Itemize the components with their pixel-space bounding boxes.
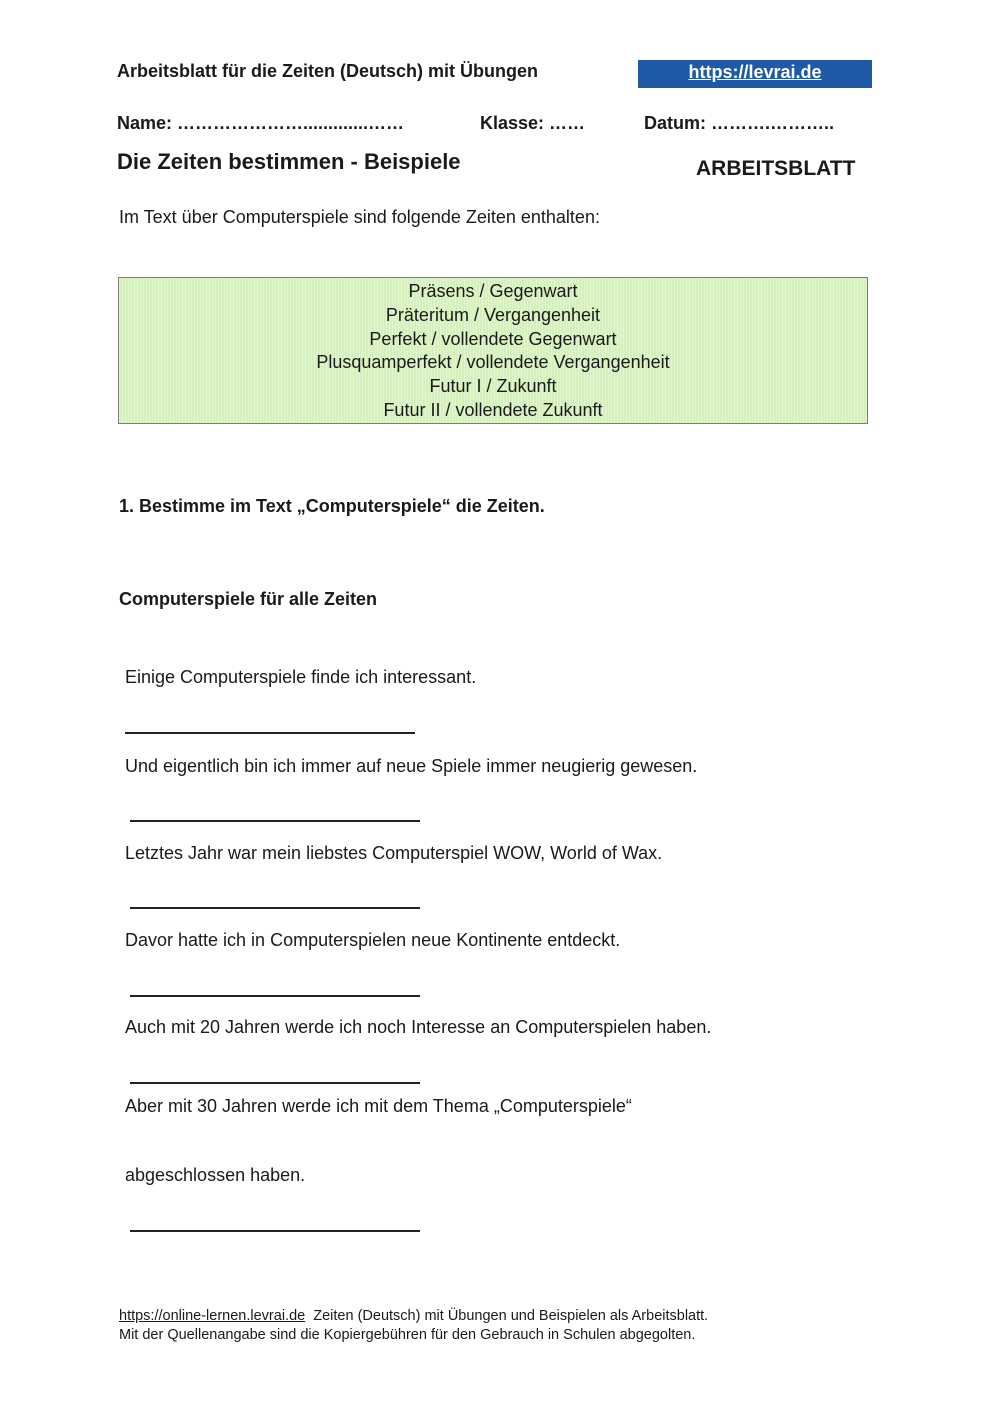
tense-item: Perfekt / vollendete Gegenwart xyxy=(369,328,617,349)
tense-item: Präteritum / Vergangenheit xyxy=(385,304,601,325)
sentence-2: Und eigentlich bin ich immer auf neue Spiele immer neugierig gewesen. xyxy=(125,756,698,776)
sentence-1: Einige Computerspiele finde ich interessant. xyxy=(125,667,477,687)
task-instruction: 1. Bestimme im Text „Computerspiele“ die Zeiten. xyxy=(119,496,545,516)
sentence-6-continued: abgeschlossen haben. xyxy=(125,1165,306,1185)
footer-line2: Mit der Quellenangabe sind die Kopiergebühren für den Gebrauch in Schulen abgegolten. xyxy=(119,1327,696,1343)
sentence-6: Aber mit 30 Jahren werde ich mit dem Thema „Computerspiele“ xyxy=(125,1096,632,1116)
answer-line-4[interactable] xyxy=(130,995,420,997)
tense-list-box xyxy=(118,277,868,424)
name-field: Name: ………………….............…… xyxy=(117,113,405,133)
sentence-3: Letztes Jahr war mein liebstes Computerspiel WOW, World of Wax. xyxy=(125,843,663,863)
worksheet-header-title: Arbeitsblatt für die Zeiten (Deutsch) mit Übungen xyxy=(117,61,539,81)
footer-line1-text: Zeiten (Deutsch) mit Übungen und Beispielen als Arbeitsblatt. xyxy=(305,1308,709,1324)
answer-line-5[interactable] xyxy=(130,1082,420,1084)
answer-line-3[interactable] xyxy=(130,907,420,909)
tense-item: Futur II / vollendete Zukunft xyxy=(383,399,603,420)
website-link[interactable]: https://levrai.de xyxy=(688,62,822,82)
tense-item: Plusquamperfekt / vollendete Vergangenheit xyxy=(316,352,670,373)
section-title: Die Zeiten bestimmen - Beispiele xyxy=(117,149,461,174)
footer-link[interactable]: https://online-lernen.levrai.de xyxy=(119,1308,306,1324)
text-title: Computerspiele für alle Zeiten xyxy=(119,589,378,609)
tense-item: Präsens / Gegenwart xyxy=(408,281,578,301)
sentence-4: Davor hatte ich in Computerspielen neue Kontinente entdeckt. xyxy=(125,930,621,950)
worksheet-label: ARBEITSBLATT xyxy=(696,157,856,180)
website-link-box[interactable] xyxy=(638,60,872,88)
answer-line-2[interactable] xyxy=(130,820,420,822)
class-field: Klasse: …… xyxy=(480,113,586,133)
answer-line-6[interactable] xyxy=(130,1230,420,1232)
tense-item: Futur I / Zukunft xyxy=(429,376,557,397)
sentence-5: Auch mit 20 Jahren werde ich noch Interesse an Computerspielen haben. xyxy=(125,1017,712,1037)
answer-line-1[interactable] xyxy=(125,732,415,734)
date-field: Datum: ……….……….. xyxy=(644,113,835,133)
footer xyxy=(119,1307,708,1345)
intro-text: Im Text über Computerspiele sind folgende Zeiten enthalten: xyxy=(119,207,600,227)
